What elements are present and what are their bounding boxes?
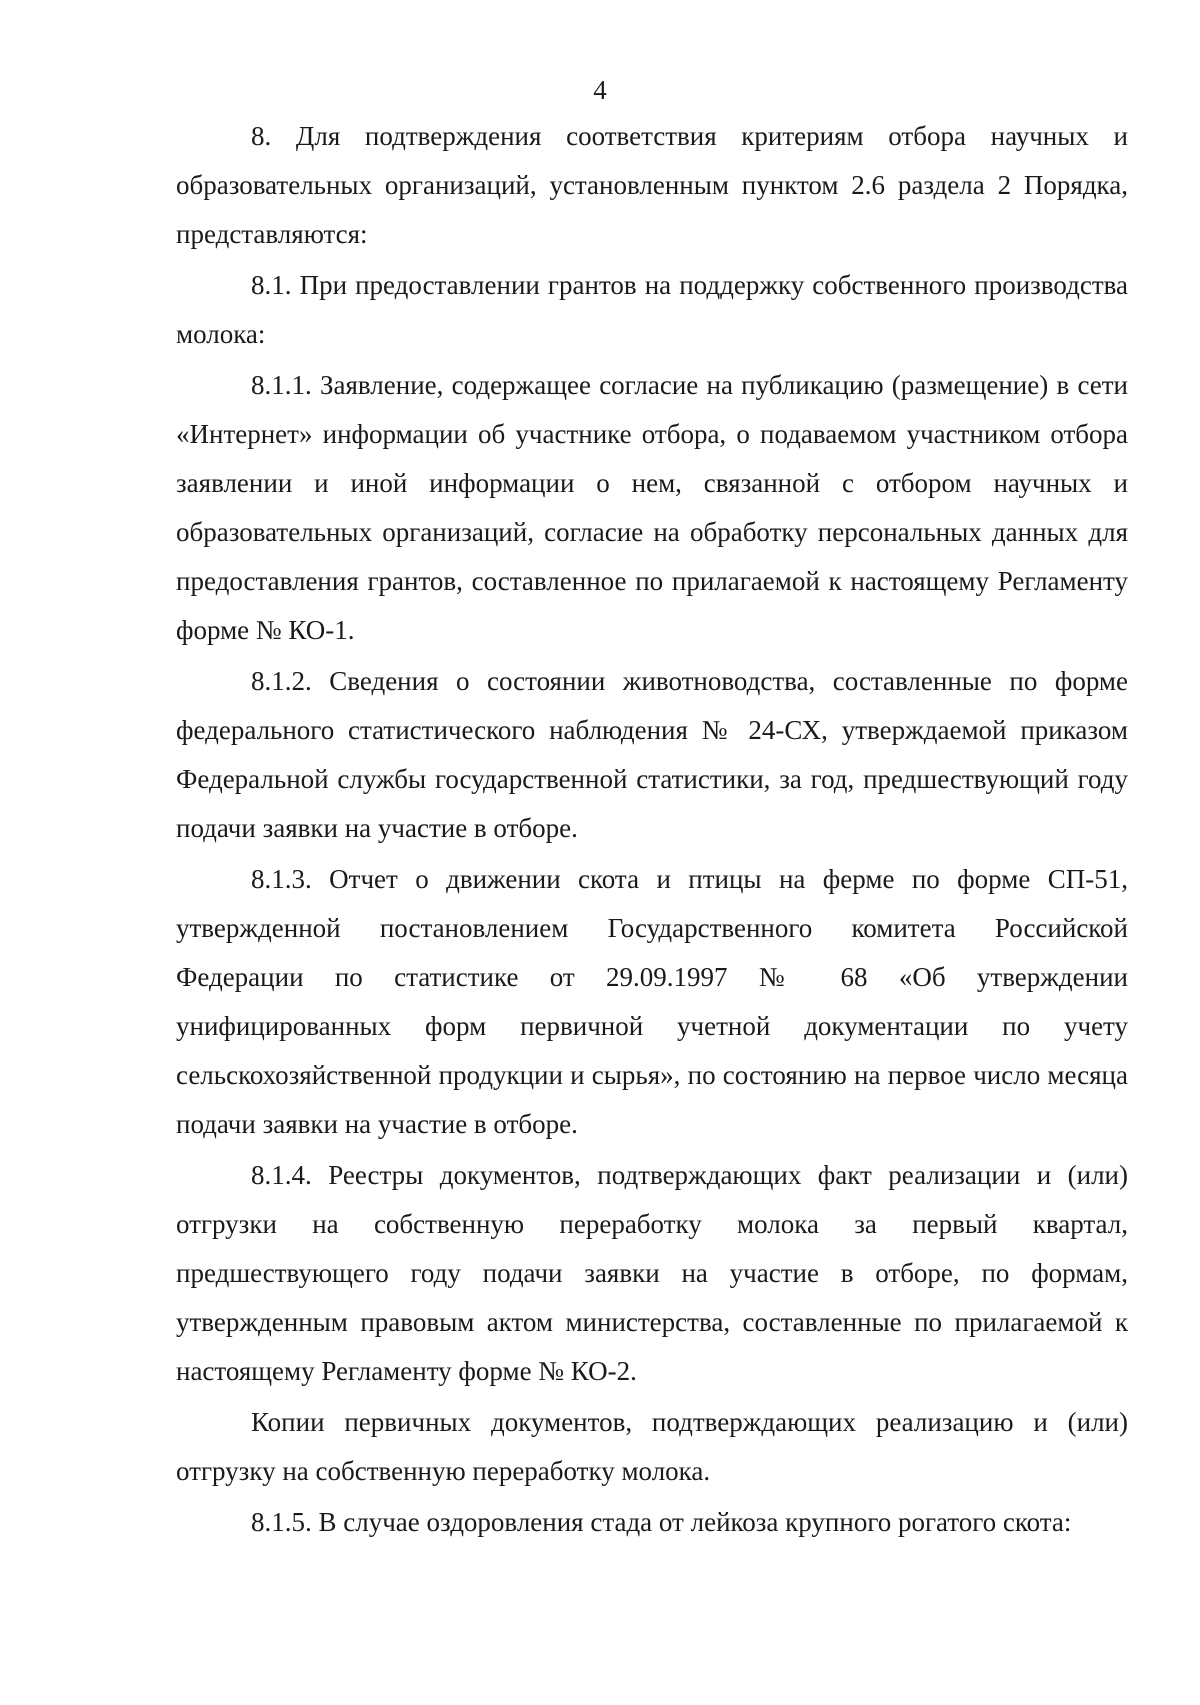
paragraph-copies: Копии первичных документов, подтверждающих реализацию и (или) отгрузку на собственную переработку молока. [176, 1407, 1128, 1486]
document-body [176, 112, 1128, 1547]
paragraph-8-1-3: 8.1.3. Отчет о движении скота и птицы на ферме по форме СП-51, утвержденной постановлением Государственного комитета Российской Федерации по статистике от 29.09.1997 № 68 «Об утверждении унифицированных форм первичной учетной документации по учету сельскохозяйственной продукции и сырья», по состоянию на первое число месяца подачи заявки на участие в отборе. [176, 864, 1128, 1139]
paragraph-8-1: 8.1. При предоставлении грантов на поддержку собственного производства молока: [176, 270, 1128, 349]
paragraph-8: 8. Для подтверждения соответствия критериям отбора научных и образовательных организаций, установленным пунктом 2.6 раздела 2 Порядка, представляются: [176, 121, 1128, 249]
page-number: 4 [593, 75, 607, 105]
paragraph-8-1-1: 8.1.1. Заявление, содержащее согласие на публикацию (размещение) в сети «Интернет» информации об участнике отбора, о подаваемом участником отбора заявлении и иной информации о нем, связанной с отбором научных и образовательных организаций, согласие на обработку персональных данных для предоставления грантов, составленное по прилагаемой к настоящему Регламенту форме № КО-1. [176, 370, 1128, 645]
paragraph-8-1-5: 8.1.5. В случае оздоровления стада от лейкоза крупного рогатого скота: [251, 1507, 1072, 1537]
paragraph-8-1-4: 8.1.4. Реестры документов, подтверждающих факт реализации и (или) отгрузки на собственную переработку молока за первый квартал, предшествующего году подачи заявки на участие в отборе, по формам, утвержденным правовым актом министерства, составленные по прилагаемой к настоящему Регламенту форме № КО-2. [176, 1160, 1128, 1386]
paragraph-8-1-2: 8.1.2. Сведения о состоянии животноводства, составленные по форме федерального статистического наблюдения № 24-СХ, утверждаемой приказом Федеральной службы государственной статистики, за год, предшествующий году подачи заявки на участие в отборе. [176, 666, 1128, 843]
